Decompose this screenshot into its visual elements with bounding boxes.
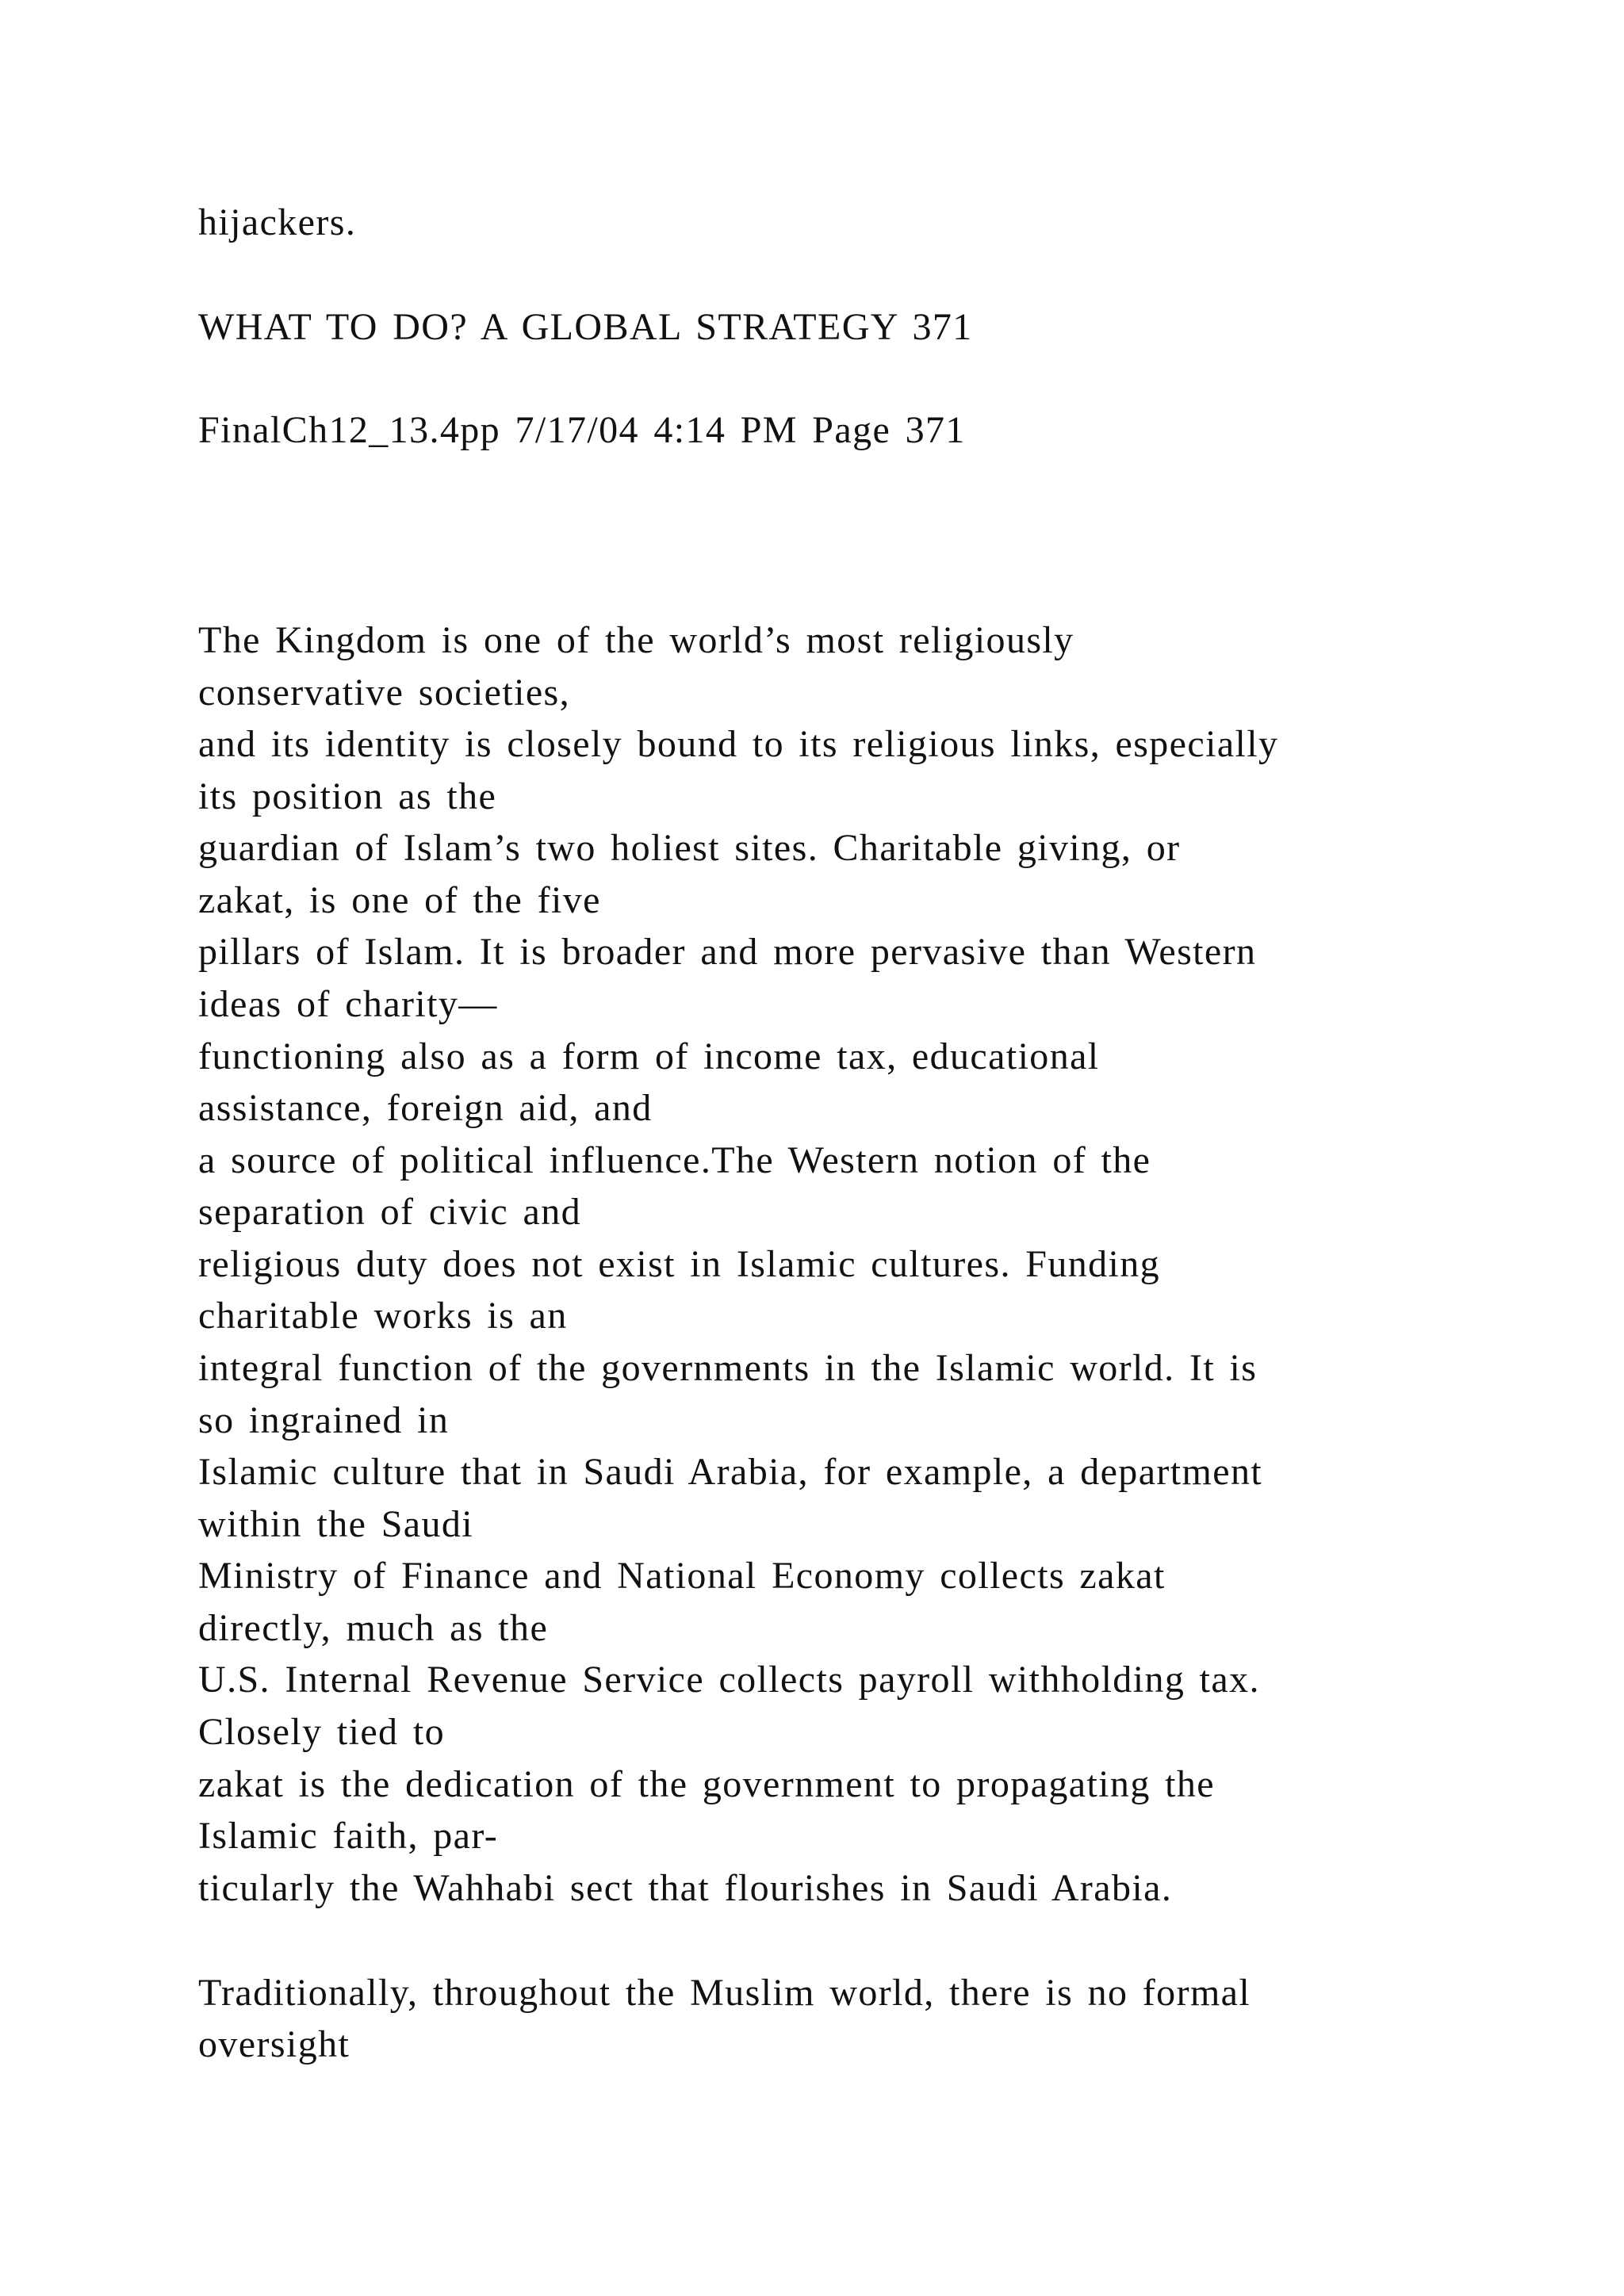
paragraph-line: so ingrained in [198, 1399, 450, 1441]
paragraph-line: zakat, is one of the five [198, 879, 601, 921]
paragraph-line: guardian of Islam’s two holiest sites. Charitable giving, or [198, 827, 1181, 869]
paragraph-line: Closely tied to [198, 1711, 445, 1753]
paragraph-line: pillars of Islam. It is broader and more pervasive than Western [198, 931, 1257, 973]
paragraph-line: Ministry of Finance and National Economy collects zakat [198, 1555, 1166, 1597]
paragraph-line: The Kingdom is one of the world’s most religiously [198, 619, 1074, 661]
paragraph-line: oversight [198, 2023, 350, 2065]
paragraph-line: Traditionally, throughout the Muslim world, there is no formal [198, 1972, 1251, 2014]
paragraph-line: conservative societies, [198, 672, 571, 714]
paragraph-line: and its identity is closely bound to its religious links, especially [198, 723, 1279, 765]
paragraph-line: ideas of charity— [198, 983, 498, 1025]
paragraph-line: U.S. Internal Revenue Service collects payroll withholding tax. [198, 1659, 1260, 1701]
file-stamp: FinalCh12_13.4pp 7/17/04 4:14 PM Page 371 [198, 409, 966, 451]
paragraph-line: religious duty does not exist in Islamic cultures. Funding [198, 1243, 1161, 1285]
paragraph-line: Islamic faith, par- [198, 1815, 499, 1857]
paragraph-line: integral function of the governments in the Islamic world. It is [198, 1347, 1258, 1389]
paragraph-line: a source of political influence.The Western notion of the [198, 1139, 1151, 1181]
text-line-top: hijackers. [198, 201, 357, 243]
paragraph-line: Islamic culture that in Saudi Arabia, for example, a department [198, 1451, 1263, 1493]
paragraph-line: within the Saudi [198, 1503, 474, 1545]
paragraph-line: zakat is the dedication of the government to propagating the [198, 1763, 1215, 1805]
paragraph-line: functioning also as a form of income tax, educational [198, 1035, 1100, 1077]
paragraph-line: assistance, foreign aid, and [198, 1087, 653, 1129]
paragraph-line: separation of civic and [198, 1191, 582, 1233]
paragraph-line: directly, much as the [198, 1607, 549, 1649]
paragraph-line: charitable works is an [198, 1295, 568, 1337]
paragraph-line: its position as the [198, 775, 497, 817]
running-header: WHAT TO DO? A GLOBAL STRATEGY 371 [198, 306, 973, 348]
paragraph-line: ticularly the Wahhabi sect that flourishes in Saudi Arabia. [198, 1867, 1173, 1909]
